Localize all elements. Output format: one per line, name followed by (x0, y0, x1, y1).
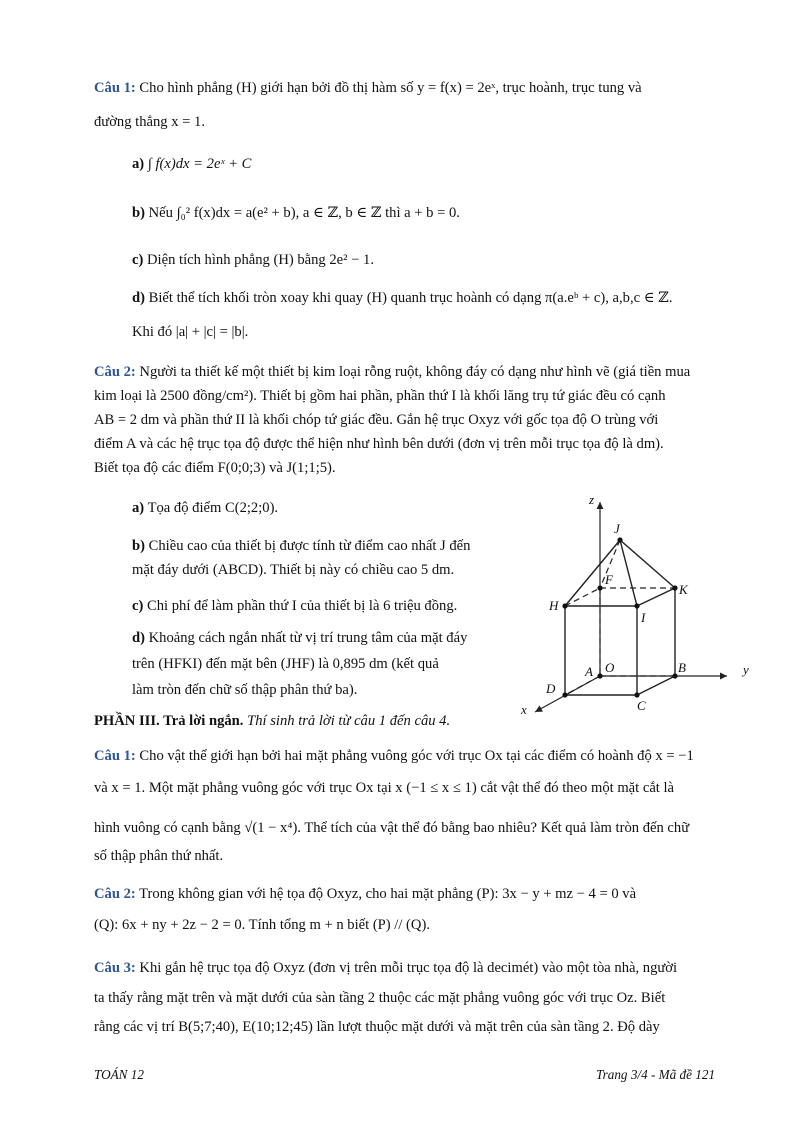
p3q1-line1 (94, 742, 736, 770)
option-a-text: Tọa độ điểm C(2;2;0). (147, 500, 279, 516)
q2-option-a (132, 494, 278, 522)
q1-stem (94, 74, 736, 102)
part3-instruction: Thí sinh trả lời từ câu 1 đến câu 4. (243, 713, 451, 729)
option-b-text1: Chiều cao của thiết bị được tính từ điểm cao nhất J đến (148, 538, 471, 554)
p3q1-line4: số thập phân thứ nhất. (94, 848, 224, 864)
option-d-label: d) (132, 290, 145, 306)
q2-option-b-cont: mặt đáy dưới (ABCD). Thiết bị này có chiều cao 5 dm. (132, 562, 455, 578)
q2-label: Câu 2: (94, 364, 136, 380)
label-z: z (589, 492, 595, 507)
p3q1-line1-text: Cho vật thể giới hạn bởi hai mặt phẳng vuông góc với trục Ox tại các điểm có hoành độ x = −1 (135, 748, 694, 764)
p3q3-line1-text: Khi gắn hệ trục tọa độ Oxyz (đơn vị trên mỗi trục tọa độ là decimét) vào một tòa nhà, người (135, 960, 678, 976)
option-d-label: d) (132, 630, 145, 646)
option-c-text: Diện tích hình phẳng (H) bằng 2e² − 1. (147, 252, 375, 268)
label-x: x (521, 702, 527, 717)
p3q1-line2: và x = 1. Một mặt phẳng vuông góc với trục Ox tại x (−1 ≤ x ≤ 1) cắt vật thể đó theo một mặt cắt là (94, 780, 675, 796)
q1-option-d-cont: Khi đó |a| + |c| = |b|. (132, 324, 249, 340)
label-A: A (585, 664, 593, 679)
q1-option-d (132, 284, 672, 312)
q2-line1-text: Người ta thiết kế một thiết bị kim loại rỗng ruột, không đáy có dạng như hình vẽ (giá tiền mua (135, 364, 691, 380)
q2-line2: kim loại là 2500 đồng/cm²). Thiết bị gồm hai phần, phần thứ I là khối lăng trụ tứ giác đều có cạnh (94, 388, 666, 404)
p3q2-label: Câu 2: (94, 886, 136, 902)
option-d-text: Biết thể tích khối tròn xoay khi quay (H) quanh trục hoành có dạng π(a.eᵇ + c), a,b,c ∈ ℤ. (148, 290, 673, 306)
option-a-label: a) (132, 500, 145, 516)
q2-line3: AB = 2 dm và phần thứ II là khối chóp tứ giác đều. Gắn hệ trục Oxyz với gốc tọa độ O trùng với (94, 412, 659, 428)
label-K: K (679, 582, 688, 597)
q2-option-d (132, 624, 508, 652)
option-c-text: Chi phí để làm phần thứ I của thiết bị là 6 triệu đồng. (147, 598, 458, 614)
option-c-label: c) (132, 252, 144, 268)
p3q2-line2: (Q): 6x + ny + 2z − 2 = 0. Tính tổng m + n biết (P) // (Q). (94, 917, 430, 933)
p3q2-line1 (94, 880, 736, 908)
q2-line5: Biết tọa độ các điểm F(0;0;3) và J(1;1;5). (94, 460, 336, 476)
label-O: O (605, 660, 615, 675)
q2-option-d-cont2: làm tròn đến chữ số thập phân thứ ba). (132, 682, 358, 698)
label-D: D (546, 681, 556, 696)
q2-option-d-cont1: trên (HFKI) đến mặt bên (JHF) là 0,895 dm (kết quả (132, 656, 439, 672)
label-H: H (549, 598, 559, 613)
p3q3-line1 (94, 954, 736, 982)
q1-label: Câu 1: (94, 80, 136, 96)
option-a-text: ∫ f(x)dx = 2eˣ + C (147, 156, 252, 172)
label-C: C (637, 698, 646, 713)
q2-line4: điểm A và các hệ trục tọa độ được thể hiện như hình bên dưới (đơn vị trên mỗi trục tọa độ là dm). (94, 436, 664, 452)
option-c-label: c) (132, 598, 144, 614)
label-I: I (641, 610, 646, 625)
q2-option-c (132, 592, 508, 620)
q1-stem-line1: Cho hình phẳng (H) giới hạn bởi đồ thị hàm số y = f(x) = 2eˣ, trục hoành, trục tung và (135, 80, 642, 96)
option-b-text: Nếu ∫₀² f(x)dx = a(e² + b), a ∈ ℤ, b ∈ ℤ thì a + b = 0. (148, 205, 460, 221)
option-b-label: b) (132, 205, 145, 221)
p3q2-line1-text: Trong không gian với hệ tọa độ Oxyz, cho hai mặt phẳng (P): 3x − y + mz − 4 = 0 và (135, 886, 637, 902)
p3q3-line3: rằng các vị trí B(5;7;40), E(10;12;45) lần lượt thuộc mặt dưới và mặt trên của sàn tầng 2. Độ dày (94, 1019, 660, 1035)
q1-option-a (132, 150, 251, 178)
label-B: B (678, 660, 686, 675)
p3q3-label: Câu 3: (94, 960, 136, 976)
label-y: y (743, 662, 749, 677)
option-a-label: a) (132, 156, 145, 172)
footer-subject: TOÁN 12 (94, 1067, 144, 1082)
q1-option-c (132, 246, 374, 274)
part3-heading: PHẦN III (94, 713, 157, 729)
label-J: J (614, 521, 620, 536)
p3q1-line3: hình vuông có cạnh bằng √(1 − x⁴). Thể tích của vật thể đó bằng bao nhiêu? Kết quả làm tròn đến chữ (94, 820, 690, 836)
p3q1-label: Câu 1: (94, 748, 136, 764)
part3-heading-rest: . Trả lời ngắn. (156, 713, 244, 729)
part3-heading-line (94, 707, 736, 735)
footer-page-info: Trang 3/4 - Mã đề 121 (596, 1067, 716, 1082)
label-F: F (605, 572, 613, 587)
q1-stem-line2: đường thẳng x = 1. (94, 114, 206, 130)
option-b-label: b) (132, 538, 145, 554)
option-d-text1: Khoảng cách ngắn nhất từ vị trí trung tâm của mặt đáy (148, 630, 468, 646)
q1-option-b (132, 199, 460, 227)
prism-pyramid-figure (515, 488, 765, 720)
p3q3-line2: ta thấy rằng mặt trên và mặt dưới của sàn tầng 2 thuộc các mặt phẳng vuông góc với trục Oz. Biết (94, 990, 666, 1006)
